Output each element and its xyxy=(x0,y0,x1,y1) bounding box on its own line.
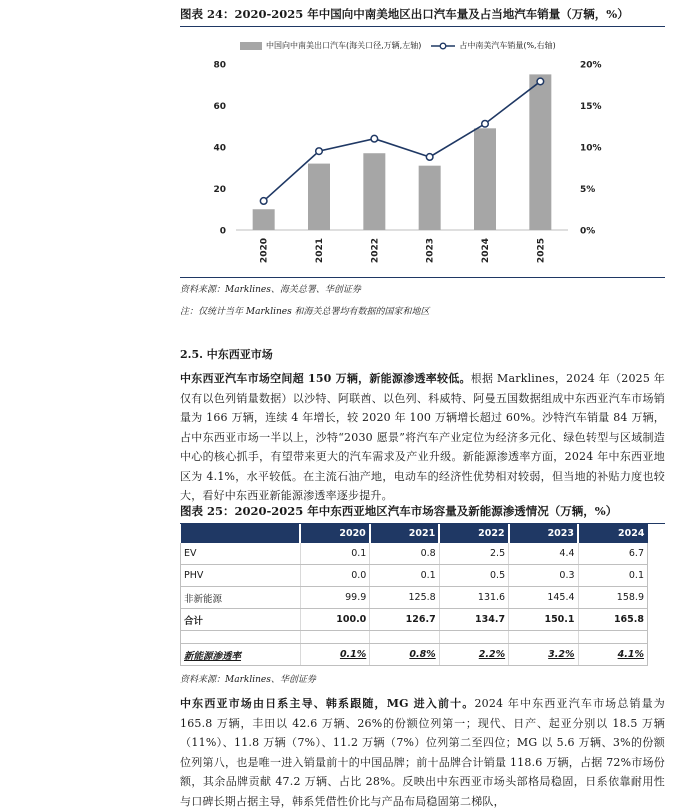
bar xyxy=(363,153,385,230)
table-cell: 0.3 xyxy=(509,565,578,587)
right-axis-ticks xyxy=(580,61,602,237)
table-cell: 0.8% xyxy=(370,644,439,666)
x-tick-label: 2022 xyxy=(370,238,381,264)
legend-bar-swatch xyxy=(240,42,262,50)
line-point xyxy=(316,148,323,155)
x-tick-label: 2023 xyxy=(425,238,436,264)
table-cell: 0.1% xyxy=(300,644,369,666)
figure-25-title: 图表 25：2020-2025 年中东西亚地区汽车市场容量及新能源渗透情况（万辆，%） xyxy=(180,503,665,524)
figure-25-source: 资料来源：Marklines、华创证券 xyxy=(180,675,316,685)
table-cell: 非新能源 xyxy=(181,587,301,609)
line-point xyxy=(482,120,489,127)
table-header-cell: 2021 xyxy=(370,524,439,543)
table-cell: 新能源渗透率 xyxy=(181,644,301,666)
figure-24-rule xyxy=(180,277,665,278)
table-row-total xyxy=(181,609,648,631)
paragraph-2-lead: 中东西亚市场由日系主导、韩系跟随，MG 进入前十。 xyxy=(180,697,475,710)
bar xyxy=(529,74,551,230)
right-axis-tick-label: 0% xyxy=(580,226,596,237)
table-cell: 0.0 xyxy=(300,565,369,587)
x-tick-labels xyxy=(260,238,547,263)
share-line-path xyxy=(264,81,541,201)
table-header-cell: 2022 xyxy=(439,524,508,543)
table-header-cell xyxy=(181,524,301,543)
table-cell: 145.4 xyxy=(509,587,578,609)
table-cell: 4.1% xyxy=(578,644,647,666)
left-axis-ticks xyxy=(213,61,226,237)
table-cell: 2.5 xyxy=(439,543,508,565)
table-row xyxy=(181,543,648,565)
left-axis-tick-label: 0 xyxy=(219,226,226,237)
left-axis-tick-label: 40 xyxy=(213,143,226,154)
table-cell: 131.6 xyxy=(439,587,508,609)
left-axis-tick-label: 80 xyxy=(213,60,226,71)
table-row xyxy=(181,587,648,609)
export-chart xyxy=(180,52,620,272)
table-header-row xyxy=(181,524,648,543)
paragraph-1 xyxy=(180,369,665,506)
right-axis-tick-label: 10% xyxy=(580,143,602,154)
figure-24-title: 图表 24：2020-2025 年中国向中南美地区出口汽车量及占当地汽车销量（万辆，%） xyxy=(180,6,665,27)
left-axis-tick-label: 20 xyxy=(213,185,226,195)
paragraph-1-body: 根据 Marklines，2024 年（2025 年仅有以色列销量数据）以沙特、阿联酋、以色列、科威特、阿曼五国数据组成中东西亚汽车市场销量为 166 万辆，连续 4 年增长，较 2020 年 100 万辆增长超过 60%。沙特汽车销量 84 万辆，占中东西亚市场一半以上，沙特“2030 愿景”将汽车产业定位为经济多元化、绿色转型与区域制造中心的核心抓手，有望带来更大的汽车需求及产业升级。新能源渗透率方面，2024 年中东西亚地区为 4.1%，水平较低。在主流石油产地，电动车的经济性优势相对较弱，但当地的补贴力度也较大，看好中东西亚新能源渗透率逐步提升。 xyxy=(180,372,665,502)
table-cell: PHV xyxy=(181,565,301,587)
bar xyxy=(308,164,330,230)
x-tick-label: 2025 xyxy=(536,238,547,264)
left-axis-tick-label: 60 xyxy=(213,102,226,112)
table-row-penetration xyxy=(181,644,648,666)
market-table xyxy=(180,524,648,666)
table-cell: 0.8 xyxy=(370,543,439,565)
table-cell: 0.1 xyxy=(578,565,647,587)
legend-line-label: 占中南美汽车销量(%,右轴) xyxy=(459,41,556,50)
bar xyxy=(253,209,275,230)
paragraph-2 xyxy=(180,694,665,811)
table-cell: 0.5 xyxy=(439,565,508,587)
paragraph-2-body: 2024 年中东西亚汽车市场总销量为 165.8 万辆，丰田以 42.6 万辆、26%的份额位列第一；现代、日产、起亚分别以 18.5 万辆（11%）、11.8 万辆（7%）、11.2 万辆（7%）位列第二至四位；MG 以 5.6 万辆、3%的份额位列第八，也是唯一进入销量前十的中国品牌；前十品牌合计销量 118.6 万辆，占据 72%市场份额，其余品牌贡献 47.2 万辆、占比 28%。反映出中东西亚市场头部格局稳固，日系依靠耐用性与口碑长期占据主导，韩系凭借性价比与产品布局稳固第二梯队， xyxy=(180,697,666,808)
paragraph-1-lead: 中东西亚汽车市场空间超 150 万辆，新能源渗透率较低。 xyxy=(180,372,471,385)
line-point xyxy=(537,78,544,85)
table-cell: 134.7 xyxy=(439,609,508,631)
bars xyxy=(253,74,552,230)
table-cell: 99.9 xyxy=(300,587,369,609)
table-row xyxy=(181,565,648,587)
line-point xyxy=(371,135,378,142)
bar xyxy=(474,128,496,230)
table-cell: EV xyxy=(181,543,301,565)
legend-line-swatch xyxy=(431,42,455,50)
table-cell: 165.8 xyxy=(578,609,647,631)
x-tick-label: 2020 xyxy=(259,238,270,264)
right-axis-tick-label: 15% xyxy=(580,102,602,112)
table-cell: 2.2% xyxy=(439,644,508,666)
table-cell: 126.7 xyxy=(370,609,439,631)
line-point xyxy=(426,154,433,161)
right-axis-tick-label: 5% xyxy=(580,185,596,195)
line-point xyxy=(260,198,267,205)
section-heading: 2.5. 中东西亚市场 xyxy=(180,348,273,361)
x-tick-label: 2024 xyxy=(481,238,491,264)
chart-legend xyxy=(240,40,556,51)
table-cell: 0.1 xyxy=(300,543,369,565)
legend-bar-label: 中国向中南美出口汽车(海关口径,万辆,左轴) xyxy=(266,41,422,50)
table-cell: 150.1 xyxy=(509,609,578,631)
figure-24-note: 注：仅统计当年 Marklines 和海关总署均有数据的国家和地区 xyxy=(180,307,430,317)
table-cell: 125.8 xyxy=(370,587,439,609)
bar xyxy=(419,166,441,230)
right-axis-tick-label: 20% xyxy=(580,60,602,71)
table-cell: 6.7 xyxy=(578,543,647,565)
table-header-cell: 2020 xyxy=(300,524,369,543)
x-tick-label: 2021 xyxy=(315,238,325,264)
table-spacer-row xyxy=(181,631,648,644)
table-cell: 4.4 xyxy=(509,543,578,565)
table-cell: 合计 xyxy=(181,609,301,631)
table-header-cell: 2024 xyxy=(578,524,647,543)
table-cell: 3.2% xyxy=(509,644,578,666)
table-cell: 158.9 xyxy=(578,587,647,609)
table-cell: 0.1 xyxy=(370,565,439,587)
table-cell: 100.0 xyxy=(300,609,369,631)
share-line xyxy=(260,78,543,204)
table-header-cell: 2023 xyxy=(509,524,578,543)
figure-24-source: 资料来源：Marklines、海关总署、华创证券 xyxy=(180,285,361,295)
